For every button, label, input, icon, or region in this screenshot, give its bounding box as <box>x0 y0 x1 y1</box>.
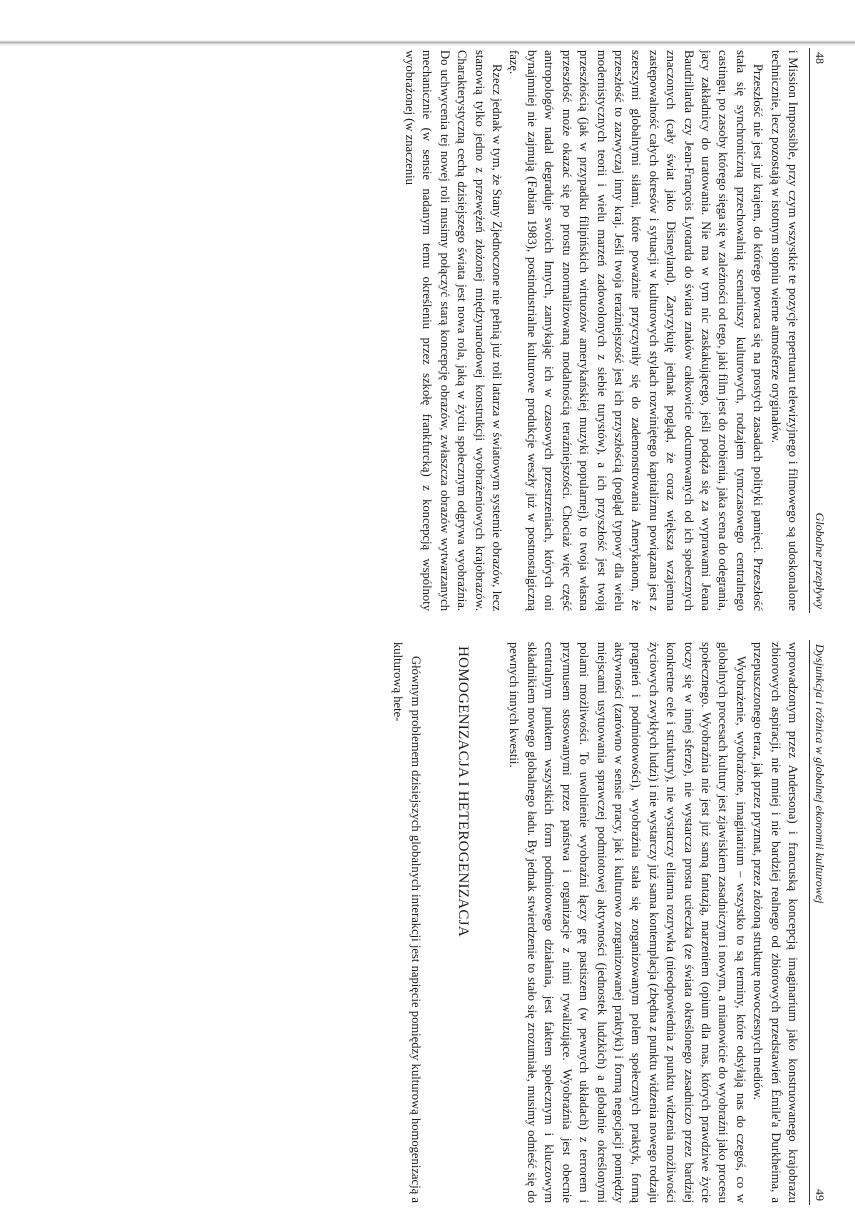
running-title: Dysjunkcja i różnica w globalnej ekonomii kulturowej <box>813 644 827 904</box>
page-number: 48 <box>813 52 827 64</box>
page-right <box>330 640 830 1205</box>
scan-edge-line <box>0 40 855 46</box>
running-head <box>809 640 830 1205</box>
paragraph: Przeszłość nie jest już krajem, do którego powraca się na prostych zasadach polityki pamięci. Przeszłość stała się synchroniczną przechowalnią scenariuszy kulturowych, rodzajem tymczasowego centralnego castingu, po zasoby którego sięga się w zależności od tego, jaki film jest do zrobienia, jaka scena do odegrania, jacy zakładnicy do uratowania. Nie ma w tym nic zaskakującego, jeśli podąża się za wyprawami Jeana Baudrillarda czy Jean-François Lyotarda do świata znaków całkowicie odcumowanych od ich społecznych znaczonych (cały świat jako Disneyland). Zaryzykuję jednak pogląd, że coraz większa wzajemna zastępowalność całych okresów i sytuacji w kulturowych stylach rozwiniętego kapitalizmu powiązana jest z szerszymi globalnymi siłami, które poważnie przyczyniły się do zademonstrowania Amerykanom, że przeszłość to zazwyczaj inny kraj. Jeśli twoja teraźniejszość jest ich przyszłością (pogląd typowy dla wielu modernistycznych teorii i wielu marzeń zadowolonych z siebie turystów), a ich przyszłość jest twoją przeszłością (jak w przypadku filipińskich wirtuozów amerykańskiej muzyki popularnej), to twoja własna przeszłość może okazać się po prostu znormalizowaną modalnością teraźniejszości. Chociaż więc część antropologów nadal degraduje swoich Innych, zamykając ich w czasowych przestrzeniach, których oni bynajmniej nie zajmują (Fabian 1983), postindustrialne kulturowe produkcje weszły już w postnostalgiczną fazę. <box>507 50 766 611</box>
page-body <box>389 640 801 1205</box>
page-body <box>401 48 801 613</box>
section-heading: HOMOGENIZACJA I HETEROGENIZACJA <box>455 646 472 937</box>
paragraph: i Mission Impossible, przy czym wszystkie te pozycje repertuaru telewizyjnego i filmowego są udoskonalone technicznie, lecz pozostają w istotnym stopniu wierne atmosferze oryginałów. <box>768 50 800 611</box>
page-number: 49 <box>813 1189 827 1201</box>
paragraph: Głównym problemem dzisiejszych globalnych interakcji jest napięcie pomiędzy kulturową homogenizacją a kulturową hete- <box>391 642 423 1203</box>
paragraph: Wyobrażenie, wyobrażone, imaginarium – wszystko to są terminy, które odsyłają nas do czegoś, co w globalnych procesach kultury jest zjawiskiem zasadniczym i nowym, a mianowicie do wyobraźni jako procesu społecznego. Wyobraźnia nie jest już samą fantazją, marzeniem (opium dla mas, których prawdziwe życie toczy się w innej sferze), nie wystarcza prosta ucieczka (ze świata określonego zasadniczo przez bardziej konkretne cele i struktury), nie wystarczy elitarna rozrywka (nieodpowiednia z punktu widzenia możliwości życiowych zwykłych ludzi) i nie wystarczy już sama kontemplacja (zbędna z punktu widzenia nowego rodzaju pragnień i podmiotowości), wyobraźnia stała się zorganizowanym polem społecznych praktyk, formą aktywności (zarówno w sensie pracy, jak i kulturowo zorganizowanej praktyki) i formą negocjacji pomiędzy miejscami usytuowania sprawczej podmiotowej aktywności (jednostek ludzkich) a globalnie określonymi polami możliwości. To uwolnienie wyobraźni łączy grę pastiszem (w pewnych układach) z terrorem i przymusem stosowanymi przez państwa i organizacje z nimi rywalizujące. Wyobraźnia jest obecnie centralnym punktem wszystkich form podmiotowego działania, jest faktem społecznym i kluczowym składnikiem nowego globalnego ładu. By jednak stwierdzenie to stało się zrozumiałe, musimy odnieść się do pewnych innych kwestii. <box>507 642 748 1203</box>
paragraph: Rzecz jednak w tym, że Stany Zjednoczone nie pełnią już roli latarza w światowym systemie obrazów, lecz stanowią tylko jedno z przewężeń złożonej międzynarodowej konstrukcji wyobrażeniowych krajobrazów. Charakterystyczną cechą dzisiejszego świata jest nowa rola, jaką w życiu społecznym odgrywa wyobraźnia. Do uchwycenia tej nowej roli musimy połączyć starą koncepcję obrazów, zwłaszcza obrazów wytwarzanych mechanicznie (w sensie nadanym temu określeniu przez szkołę frankfurcką) z koncepcją wspólnoty wyobrażonej (w znaczeniu <box>403 50 505 611</box>
running-head <box>809 48 830 613</box>
page-left <box>330 48 830 613</box>
running-title: Globalne przepływy <box>813 512 827 609</box>
paragraph: wprowadzonym przez Andersona) i francuską koncepcją imaginarium jako konstruowanego krajobrazu zbiorowych aspiracji, nie mniej i nie bardziej realnego od zbiorowych przedstawień Émile'a Durkheima, a przepuszczonego teraz, jak przez pryzmat, przez złożoną strukturę nowoczesnych mediów. <box>751 642 800 1203</box>
